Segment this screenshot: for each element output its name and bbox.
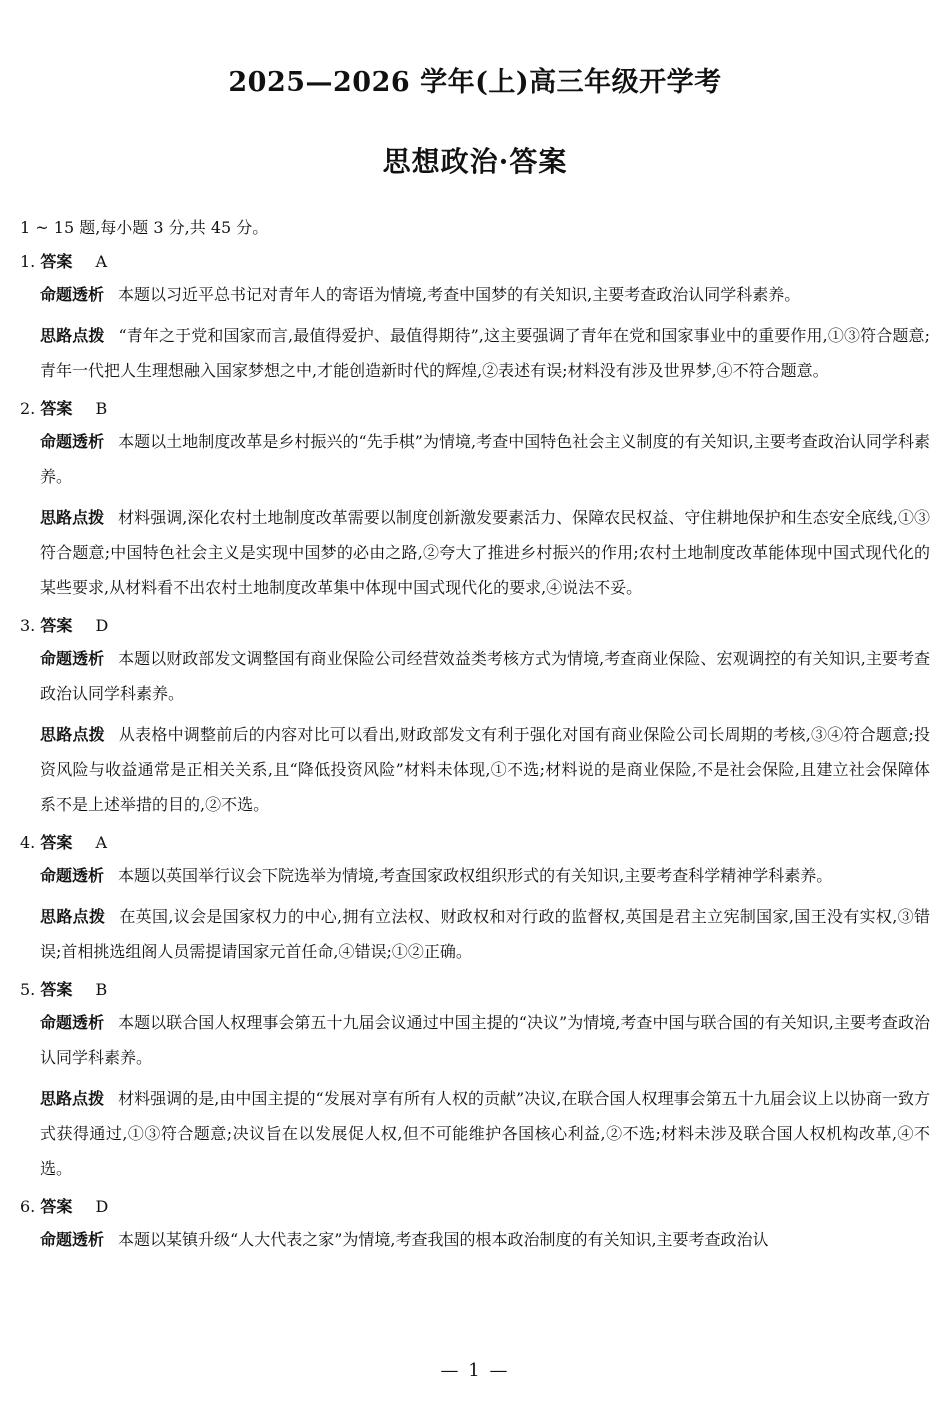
question-header — [20, 247, 930, 277]
answer-choice: D — [95, 1197, 109, 1216]
question-number: 1. — [20, 252, 36, 271]
analysis-label: 命题透析 — [40, 1230, 105, 1249]
hint-text: 材料强调,深化农村土地制度改革需要以制度创新激发要素活力、保障农民权益、守住耕地保护和生态安全底线,①③符合题意;中国特色社会主义是实现中国梦的必由之路,②夸大了推进乡村振兴的作用;农村土地制度改革能体现中国式现代化的某些要求,从材料看不出农村土地制度改革集中体现中国式现代化的要求,④说法不妥。 — [40, 508, 930, 597]
question-block — [20, 247, 930, 388]
question-block — [20, 828, 930, 969]
question-block — [20, 394, 930, 605]
hint-text: 从表格中调整前后的内容对比可以看出,财政部发文有利于强化对国有商业保险公司长周期的考核,③④符合题意;投资风险与收益通常是正相关关系,且“降低投资风险”材料未体现,①不选;材料说的是商业保险,不是社会保险,且建立社会保障体系不是上述举措的目的,②不选。 — [40, 725, 930, 814]
analysis-text: 本题以习近平总书记对青年人的寄语为情境,考查中国梦的有关知识,主要考查政治认同学科素养。 — [118, 285, 801, 304]
question-header — [20, 828, 930, 858]
hint-label: 思路点拨 — [40, 326, 105, 345]
analysis-label: 命题透析 — [40, 649, 105, 668]
answer-label: 答案 — [40, 399, 73, 418]
analysis-text: 本题以财政部发文调整国有商业保险公司经营效益类考核方式为情境,考查商业保险、宏观调控的有关知识,主要考查政治认同学科素养。 — [40, 649, 930, 703]
analysis-paragraph — [40, 858, 930, 893]
answer-label: 答案 — [40, 1197, 73, 1216]
page-subtitle: 思想政治·答案 — [382, 145, 568, 178]
hint-paragraph — [40, 500, 930, 605]
hint-paragraph — [40, 318, 930, 388]
hint-label: 思路点拨 — [40, 725, 105, 744]
answer-choice: A — [95, 252, 108, 271]
question-number: 2. — [20, 399, 36, 418]
question-number: 5. — [20, 980, 36, 999]
answer-label: 答案 — [40, 980, 73, 999]
question-header — [20, 1192, 930, 1222]
analysis-text: 本题以联合国人权理事会第五十九届会议通过中国主提的“决议”为情境,考查中国与联合国的有关知识,主要考查政治认同学科素养。 — [40, 1013, 930, 1067]
question-block — [20, 1192, 930, 1257]
hint-label: 思路点拨 — [40, 1089, 105, 1108]
page-title: 2025—2026 学年(上)高三年级开学考 — [228, 67, 722, 98]
analysis-label: 命题透析 — [40, 432, 105, 451]
answer-label: 答案 — [40, 833, 73, 852]
question-block — [20, 975, 930, 1186]
question-header — [20, 975, 930, 1005]
hint-paragraph — [40, 899, 930, 969]
hint-text: 材料强调的是,由中国主提的“发展对享有所有人权的贡献”决议,在联合国人权理事会第五十九届会议上以协商一致方式获得通过,①③符合题意;决议旨在以发展促人权,但不可能维护各国核心利益,②不选;材料未涉及联合国人权机构改革,④不选。 — [40, 1089, 930, 1178]
analysis-paragraph — [40, 424, 930, 494]
answer-choice: B — [95, 399, 108, 418]
hint-text: “青年之于党和国家而言,最值得爱护、最值得期待”,这主要强调了青年在党和国家事业中的重要作用,①③符合题意;青年一代把人生理想融入国家梦想之中,才能创造新时代的辉煌,②表述有误;材料没有涉及世界梦,④不符合题意。 — [40, 326, 930, 380]
answer-label: 答案 — [40, 252, 73, 271]
hint-label: 思路点拨 — [40, 907, 106, 926]
analysis-text: 本题以某镇升级“人大代表之家”为情境,考查我国的根本政治制度的有关知识,主要考查政治认 — [118, 1230, 769, 1249]
analysis-text: 本题以土地制度改革是乡村振兴的“先手棋”为情境,考查中国特色社会主义制度的有关知识,主要考查政治认同学科素养。 — [40, 432, 930, 486]
scoring-intro: 1 ~ 15 题,每小题 3 分,共 45 分。 — [20, 218, 269, 237]
analysis-label: 命题透析 — [40, 866, 105, 885]
answer-choice: D — [95, 616, 109, 635]
hint-paragraph — [40, 1081, 930, 1186]
question-number: 3. — [20, 616, 36, 635]
hint-text: 在英国,议会是国家权力的中心,拥有立法权、财政权和对行政的监督权,英国是君主立宪制国家,国王没有实权,③错误;首相挑选组阁人员需提请国家元首任命,④错误;①②正确。 — [40, 907, 930, 961]
analysis-label: 命题透析 — [40, 1013, 105, 1032]
analysis-paragraph — [40, 1005, 930, 1075]
answer-list — [20, 247, 930, 1263]
answer-choice: B — [95, 980, 108, 999]
hint-label: 思路点拨 — [40, 508, 105, 527]
analysis-paragraph — [40, 1222, 930, 1257]
analysis-paragraph — [40, 641, 930, 711]
question-header — [20, 394, 930, 424]
answer-label: 答案 — [40, 616, 73, 635]
analysis-label: 命题透析 — [40, 285, 105, 304]
question-header — [20, 611, 930, 641]
analysis-text: 本题以英国举行议会下院选举为情境,考查国家政权组织形式的有关知识,主要考查科学精神学科素养。 — [118, 866, 833, 885]
page-number: — 1 — — [440, 1360, 510, 1381]
hint-paragraph — [40, 717, 930, 822]
question-number: 6. — [20, 1197, 36, 1216]
analysis-paragraph — [40, 277, 930, 312]
answer-choice: A — [95, 833, 108, 852]
question-block — [20, 611, 930, 822]
question-number: 4. — [20, 833, 36, 852]
